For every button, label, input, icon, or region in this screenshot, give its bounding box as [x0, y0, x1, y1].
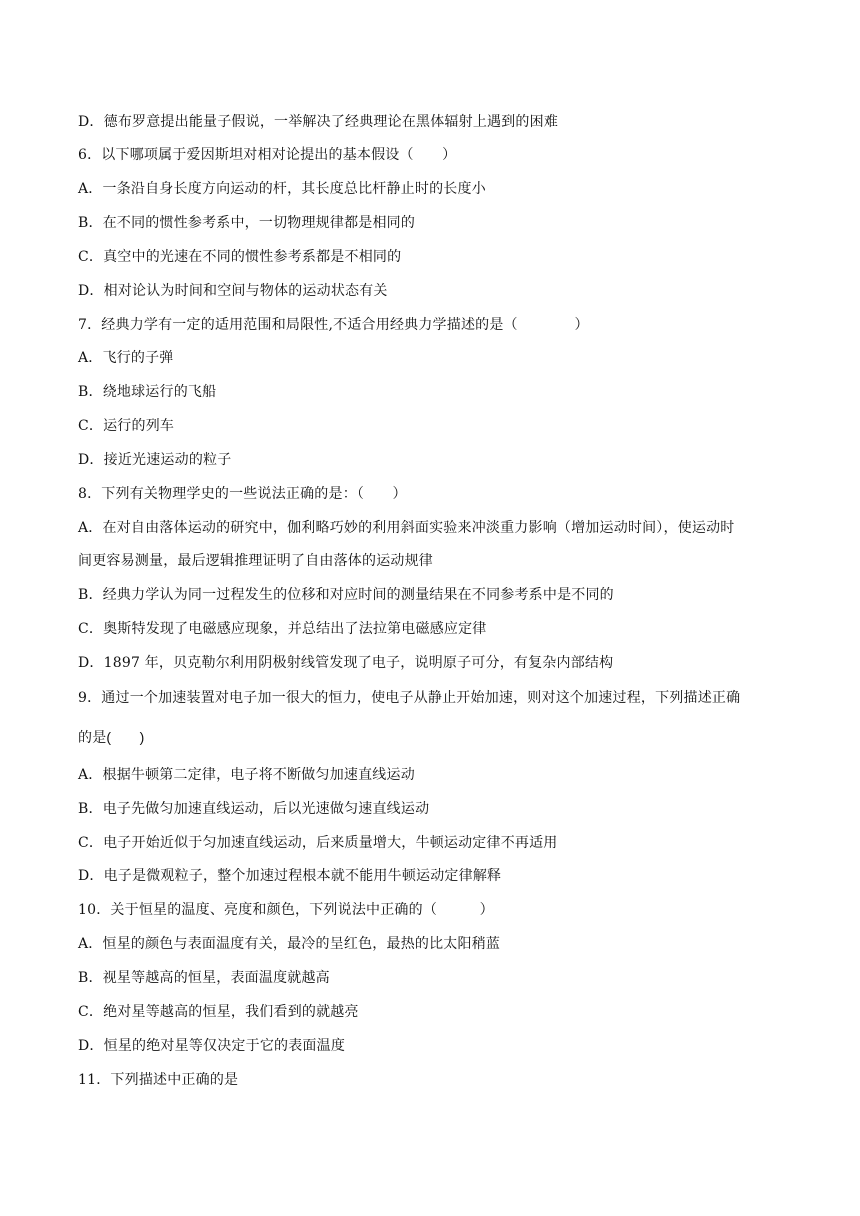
option-line: A．根据牛顿第二定律，电子将不断做匀加速直线运动: [78, 767, 415, 783]
option-line: A．恒星的颜色与表面温度有关，最冷的呈红色，最热的比太阳稍蓝: [78, 936, 501, 952]
option-line: B．绕地球运行的飞船: [78, 384, 217, 400]
question-10-stem: 10．关于恒星的温度、亮度和颜色，下列说法中正确的（ ）: [78, 902, 494, 918]
option-line: D．接近光速运动的粒子: [78, 452, 232, 468]
question-7-stem: 7．经典力学有一定的适用范围和局限性,不适合用经典力学描述的是（ ）: [78, 317, 589, 333]
option-line: B．视星等越高的恒星，表面温度就越高: [78, 970, 330, 986]
option-line: C．运行的列车: [78, 418, 175, 434]
question-6-stem: 6．以下哪项属于爱因斯坦对相对论提出的基本假设（ ）: [78, 147, 457, 163]
option-line: C．电子开始近似于匀加速直线运动，后来质量增大，牛顿运动定律不再适用: [78, 835, 558, 851]
option-line: C．奥斯特发现了电磁感应现象，并总结出了法拉第电磁感应定律: [78, 621, 487, 637]
option-line: C．真空中的光速在不同的惯性参考系都是不相同的: [78, 249, 402, 265]
option-continuation-line: 间更容易测量，最后逻辑推理证明了自由落体的运动规律: [78, 553, 433, 569]
option-line: D．1897 年，贝克勒尔利用阴极射线管发现了电子，说明原子可分，有复杂内部结构: [78, 655, 614, 671]
option-line: B．在不同的惯性参考系中，一切物理规律都是相同的: [78, 215, 416, 231]
option-line: B．电子先做匀加速直线运动，后以光速做匀速直线运动: [78, 801, 430, 817]
question-9-stem-continuation: 的是( ): [78, 729, 145, 745]
option-line: C．绝对星等越高的恒星，我们看到的就越亮: [78, 1004, 359, 1020]
option-line: D．相对论认为时间和空间与物体的运动状态有关: [78, 283, 388, 299]
question-9-stem: 9．通过一个加速装置对电子加一很大的恒力，使电子从静止开始加速，则对这个加速过程，下列描述正确: [78, 690, 741, 706]
option-line: B．经典力学认为同一过程发生的位移和对应时间的测量结果在不同参考系中是不同的: [78, 587, 614, 603]
text-line: D．德布罗意提出能量子假说，一举解决了经典理论在黑体辐射上遇到的困难: [78, 114, 559, 130]
question-11-stem: 11．下列描述中正确的是: [78, 1072, 239, 1088]
option-line: A．在对自由落体运动的研究中，伽利略巧妙的利用斜面实验来冲淡重力影响（增加运动时间），使运动时: [78, 520, 735, 536]
option-line: A．飞行的子弹: [78, 350, 174, 366]
option-line: D．电子是微观粒子，整个加速过程根本就不能用牛顿运动定律解释: [78, 868, 502, 884]
question-8-stem: 8．下列有关物理学史的一些说法正确的是：（ ）: [78, 486, 407, 502]
option-line: A．一条沿自身长度方向运动的杆，其长度总比杆静止时的长度小: [78, 181, 486, 197]
option-line: D．恒星的绝对星等仅决定于它的表面温度: [78, 1038, 346, 1054]
